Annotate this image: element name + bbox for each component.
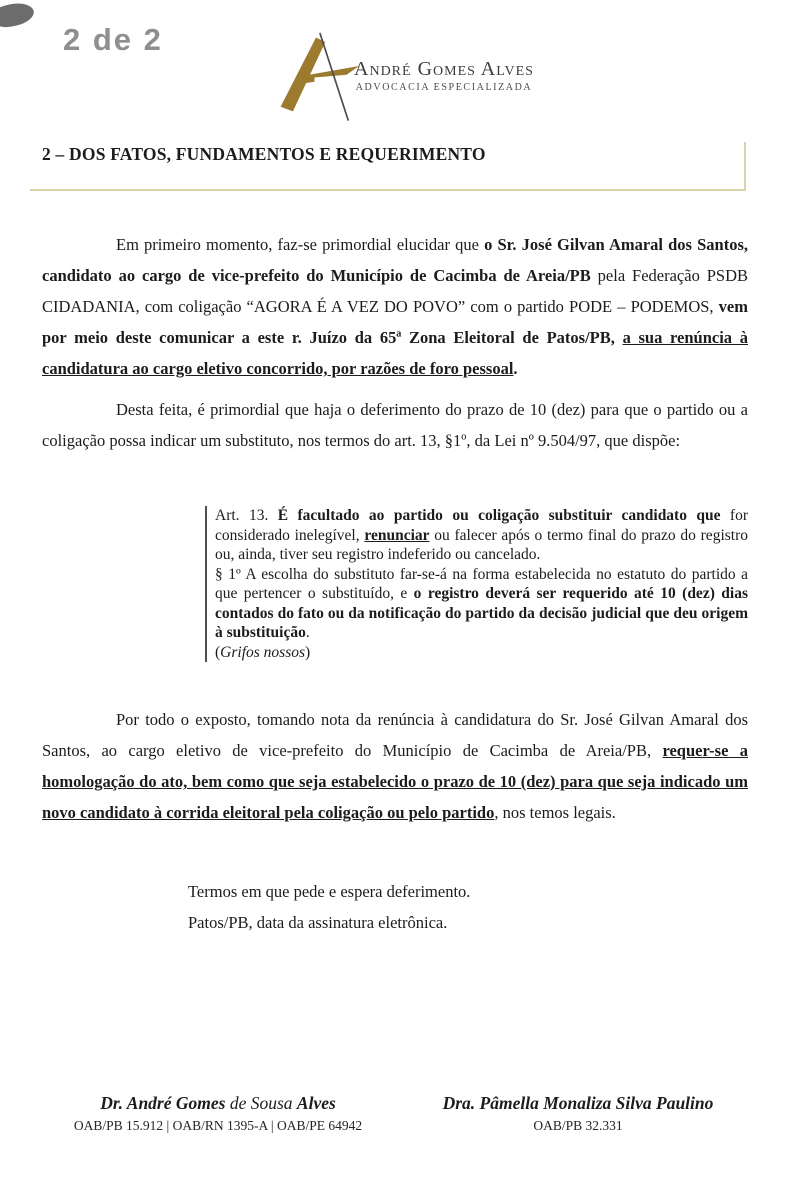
closing-block: [188, 876, 748, 938]
text-segment: Desta feita, é primordial que haja o deferimento do prazo de 10 (dez) para que o partido ou a coligação possa indicar um substituto, nos termos do art. 13, §1º, da Lei nº 9.504/97, que dispõe:: [42, 400, 748, 450]
lawyer-name-left: [64, 1093, 372, 1114]
signature-right: [420, 1093, 736, 1134]
document-body: [42, 229, 748, 938]
text-segment: de Sousa: [225, 1093, 297, 1113]
signature-left: [64, 1093, 372, 1134]
text-segment-bold: .: [513, 359, 518, 378]
quote-emphasis-note: [215, 643, 748, 663]
text-segment: Art. 13.: [215, 507, 278, 524]
law-quote-block: [205, 506, 748, 662]
section-heading: 2 – DOS FATOS, FUNDAMENTOS E REQUERIMENTO: [42, 144, 486, 164]
text-segment-bold: o registro deverá ser requerido até 10 (dez) dias contados do fato ou da notificação do partido da decisão judicial que deu origem à substituição: [215, 585, 748, 641]
text-segment-bold: vem por meio deste comunicar a este r. Juízo da 65ª Zona Eleitoral de Patos/PB,: [42, 297, 748, 347]
paragraph-1: [42, 229, 748, 384]
text-segment-bold: Dr. André Gomes: [100, 1093, 226, 1113]
text-segment: for considerado inelegível,: [215, 507, 749, 544]
quote-paragraph-1: [215, 565, 748, 643]
law-firm-logo: [276, 26, 536, 126]
lawyer-name-right: Dra. Pâmella Monaliza Silva Paulino: [442, 1093, 714, 1113]
text-segment: ): [305, 643, 311, 661]
text-segment: § 1º A escolha do substituto far-se-á na forma estabelecida no estatuto do partido a que pertencer o substituído, e: [215, 565, 748, 602]
text-segment-bold-underline: renunciar: [364, 526, 430, 544]
text-segment: Em primeiro momento, faz-se primordial elucidar que: [116, 235, 485, 254]
closing-line-1: Termos em que pede e espera deferimento.: [188, 882, 471, 901]
text-segment: (: [215, 643, 221, 661]
text-segment: pela Federação PSDB CIDADANIA, com coligação “AGORA É A VEZ DO POVO” com o partido PODE – PODEMOS,: [42, 266, 749, 316]
text-segment: .: [305, 624, 310, 641]
text-segment: Por todo o exposto, tomando nota da renúncia à candidatura do Sr. José Gilvan Amaral dos Santos, ao cargo eletivo de vice-prefeito do Município de Cacimba de Areia/PB,: [42, 710, 748, 760]
paragraph-2: [42, 394, 748, 456]
text-segment: , nos temos legais.: [494, 803, 616, 822]
paragraph-3: [42, 704, 748, 828]
quote-caput: [215, 506, 748, 565]
text-segment-bold: Alves: [296, 1093, 336, 1113]
text-segment-bold: É facultado ao partido ou coligação substituir candidato que: [277, 507, 721, 524]
text-segment: ou falecer após o termo final do prazo do registro ou, ainda, tiver seu registro indeferido ou cancelado.: [215, 526, 748, 563]
signature-row: [0, 1093, 796, 1163]
scan-artifact: [0, 0, 36, 30]
lawyer-oab-left: OAB/PB 15.912 | OAB/RN 1395-A | OAB/PE 64942: [73, 1118, 363, 1133]
section-heading-box: [30, 142, 746, 191]
lawyer-oab-right: OAB/PB 32.331: [533, 1118, 623, 1133]
firm-name: André Gomes Alves: [354, 58, 534, 80]
text-segment-bold-underline: a sua renúncia à candidatura ao cargo eletivo concorrido, por razões de foro pessoal: [42, 328, 748, 378]
text-segment-bold: o Sr. José Gilvan Amaral dos Santos, candidato ao cargo de vice-prefeito do Município de Cacimba de Areia/PB: [42, 235, 749, 285]
firm-subtitle: ADVOCACIA ESPECIALIZADA: [355, 82, 533, 93]
page-number: 2 de 2: [63, 22, 163, 57]
text-segment-bold-underline: requer-se a homologação do ato, bem como que seja estabelecido o prazo de 10 (dez) para que seja indicado um novo candidato à corrida eleitoral pela coligação ou pelo partido: [42, 741, 748, 822]
closing-line-2: Patos/PB, data da assinatura eletrônica.: [188, 913, 448, 932]
logo-text: [354, 58, 534, 93]
text-segment-italic: Grifos nossos: [220, 643, 306, 661]
